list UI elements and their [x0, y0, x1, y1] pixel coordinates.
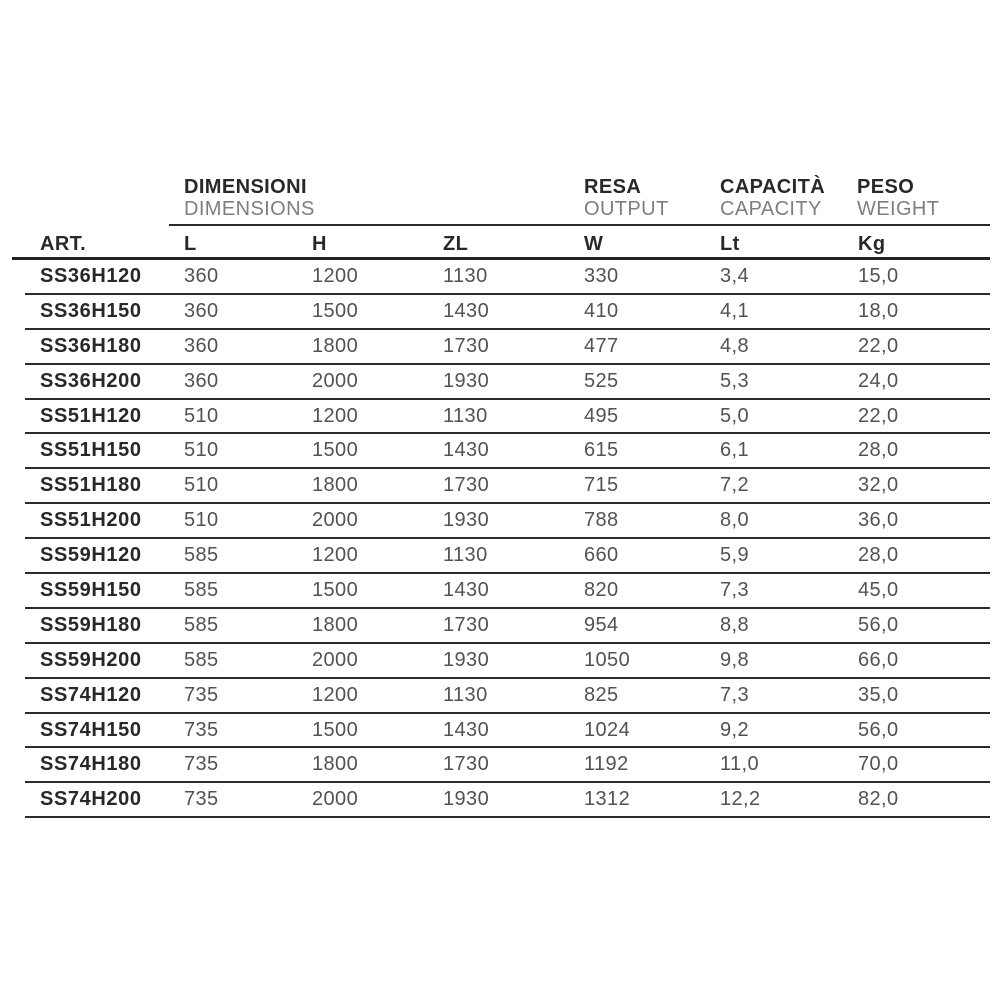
- value-cell: 1730: [428, 329, 569, 364]
- value-cell: 4,1: [705, 294, 843, 329]
- value-cell: 1130: [428, 678, 569, 713]
- value-cell: 1430: [428, 433, 569, 468]
- table-row: [25, 468, 990, 503]
- value-cell: 24,0: [843, 364, 990, 399]
- value-cell: 1430: [428, 713, 569, 748]
- value-cell: 8,0: [705, 503, 843, 538]
- value-cell: 1800: [297, 468, 428, 503]
- art-code-cell: SS51H200: [25, 503, 169, 538]
- value-cell: 11,0: [705, 747, 843, 782]
- value-cell: 1312: [569, 782, 705, 817]
- table-row: [25, 678, 990, 713]
- value-cell: 18,0: [843, 294, 990, 329]
- value-cell: 35,0: [843, 678, 990, 713]
- group-header-capacity-it: CAPACITÀ: [720, 176, 826, 198]
- value-cell: 5,3: [705, 364, 843, 399]
- value-cell: 1930: [428, 503, 569, 538]
- value-cell: 495: [569, 399, 705, 434]
- value-cell: 1730: [428, 608, 569, 643]
- value-cell: 825: [569, 678, 705, 713]
- table-row: [25, 364, 990, 399]
- table-body: [25, 260, 990, 817]
- value-cell: 82,0: [843, 782, 990, 817]
- column-header-lt: Lt: [720, 233, 740, 255]
- value-cell: 36,0: [843, 503, 990, 538]
- value-cell: 2000: [297, 782, 428, 817]
- value-cell: 735: [169, 747, 297, 782]
- value-cell: 1800: [297, 329, 428, 364]
- table-row: [25, 260, 990, 294]
- value-cell: 6,1: [705, 433, 843, 468]
- value-cell: 1430: [428, 573, 569, 608]
- value-cell: 5,9: [705, 538, 843, 573]
- value-cell: 9,8: [705, 643, 843, 678]
- value-cell: 1730: [428, 468, 569, 503]
- value-cell: 954: [569, 608, 705, 643]
- value-cell: 510: [169, 399, 297, 434]
- value-cell: 1930: [428, 782, 569, 817]
- value-cell: 7,3: [705, 678, 843, 713]
- group-header-output-en: OUTPUT: [584, 198, 669, 220]
- value-cell: 7,2: [705, 468, 843, 503]
- value-cell: 56,0: [843, 713, 990, 748]
- table-row: [25, 713, 990, 748]
- column-header-kg: Kg: [858, 233, 886, 255]
- value-cell: 2000: [297, 364, 428, 399]
- art-code-cell: SS74H120: [25, 678, 169, 713]
- value-cell: 330: [569, 260, 705, 294]
- group-header-dimensions-en: DIMENSIONS: [184, 198, 315, 220]
- group-header-weight: [857, 176, 939, 220]
- value-cell: 585: [169, 538, 297, 573]
- group-header-capacity: [720, 176, 825, 220]
- value-cell: 15,0: [843, 260, 990, 294]
- value-cell: 32,0: [843, 468, 990, 503]
- value-cell: 1500: [297, 294, 428, 329]
- value-cell: 7,3: [705, 573, 843, 608]
- value-cell: 28,0: [843, 433, 990, 468]
- table-row: [25, 747, 990, 782]
- art-code-cell: SS74H180: [25, 747, 169, 782]
- value-cell: 3,4: [705, 260, 843, 294]
- art-code-cell: SS36H150: [25, 294, 169, 329]
- table-row: [25, 782, 990, 817]
- value-cell: 820: [569, 573, 705, 608]
- art-code-cell: SS36H180: [25, 329, 169, 364]
- value-cell: 9,2: [705, 713, 843, 748]
- art-code-cell: SS36H120: [25, 260, 169, 294]
- value-cell: 1500: [297, 573, 428, 608]
- value-cell: 8,8: [705, 608, 843, 643]
- value-cell: 1800: [297, 608, 428, 643]
- value-cell: 360: [169, 294, 297, 329]
- value-cell: 66,0: [843, 643, 990, 678]
- value-cell: 735: [169, 782, 297, 817]
- value-cell: 525: [569, 364, 705, 399]
- column-header-h: H: [312, 233, 327, 255]
- value-cell: 360: [169, 260, 297, 294]
- column-header-w: W: [584, 233, 604, 255]
- value-cell: 1130: [428, 399, 569, 434]
- value-cell: 45,0: [843, 573, 990, 608]
- table-row: [25, 643, 990, 678]
- value-cell: 1430: [428, 294, 569, 329]
- value-cell: 1050: [569, 643, 705, 678]
- value-cell: 28,0: [843, 538, 990, 573]
- value-cell: 735: [169, 713, 297, 748]
- value-cell: 12,2: [705, 782, 843, 817]
- value-cell: 510: [169, 503, 297, 538]
- value-cell: 56,0: [843, 608, 990, 643]
- column-header-l: L: [184, 233, 197, 255]
- spec-table: [25, 260, 990, 818]
- value-cell: 585: [169, 608, 297, 643]
- column-header-art: ART.: [40, 233, 87, 255]
- table-row: [25, 503, 990, 538]
- value-cell: 22,0: [843, 399, 990, 434]
- table-row: [25, 329, 990, 364]
- value-cell: 1930: [428, 364, 569, 399]
- value-cell: 1200: [297, 538, 428, 573]
- table-row: [25, 608, 990, 643]
- value-cell: 70,0: [843, 747, 990, 782]
- value-cell: 1200: [297, 678, 428, 713]
- value-cell: 1024: [569, 713, 705, 748]
- value-cell: 2000: [297, 503, 428, 538]
- group-header-weight-en: WEIGHT: [857, 198, 940, 220]
- art-code-cell: SS59H200: [25, 643, 169, 678]
- value-cell: 615: [569, 433, 705, 468]
- value-cell: 585: [169, 573, 297, 608]
- value-cell: 715: [569, 468, 705, 503]
- value-cell: 510: [169, 468, 297, 503]
- value-cell: 477: [569, 329, 705, 364]
- art-code-cell: SS51H180: [25, 468, 169, 503]
- art-code-cell: SS74H150: [25, 713, 169, 748]
- art-code-cell: SS59H150: [25, 573, 169, 608]
- value-cell: 22,0: [843, 329, 990, 364]
- value-cell: 5,0: [705, 399, 843, 434]
- table-row: [25, 573, 990, 608]
- group-header-dimensions: [184, 176, 315, 220]
- art-code-cell: SS59H120: [25, 538, 169, 573]
- value-cell: 1500: [297, 713, 428, 748]
- art-code-cell: SS74H200: [25, 782, 169, 817]
- column-header-zl: ZL: [443, 233, 469, 255]
- value-cell: 360: [169, 329, 297, 364]
- table-row: [25, 294, 990, 329]
- value-cell: 2000: [297, 643, 428, 678]
- group-header-underline: [169, 224, 990, 226]
- value-cell: 735: [169, 678, 297, 713]
- art-code-cell: SS36H200: [25, 364, 169, 399]
- group-header-weight-it: PESO: [857, 176, 915, 198]
- value-cell: 1500: [297, 433, 428, 468]
- value-cell: 1730: [428, 747, 569, 782]
- art-code-cell: SS51H150: [25, 433, 169, 468]
- group-header-capacity-en: CAPACITY: [720, 198, 822, 220]
- group-header-output: [584, 176, 669, 220]
- value-cell: 1130: [428, 538, 569, 573]
- value-cell: 1200: [297, 260, 428, 294]
- value-cell: 788: [569, 503, 705, 538]
- group-header-output-it: RESA: [584, 176, 642, 198]
- value-cell: 4,8: [705, 329, 843, 364]
- art-code-cell: SS51H120: [25, 399, 169, 434]
- group-header-dimensions-it: DIMENSIONI: [184, 176, 307, 198]
- value-cell: 1130: [428, 260, 569, 294]
- value-cell: 410: [569, 294, 705, 329]
- art-code-cell: SS59H180: [25, 608, 169, 643]
- value-cell: 1200: [297, 399, 428, 434]
- value-cell: 585: [169, 643, 297, 678]
- value-cell: 360: [169, 364, 297, 399]
- value-cell: 660: [569, 538, 705, 573]
- table-row: [25, 399, 990, 434]
- value-cell: 1192: [569, 747, 705, 782]
- table-row: [25, 538, 990, 573]
- value-cell: 510: [169, 433, 297, 468]
- value-cell: 1800: [297, 747, 428, 782]
- table-row: [25, 433, 990, 468]
- value-cell: 1930: [428, 643, 569, 678]
